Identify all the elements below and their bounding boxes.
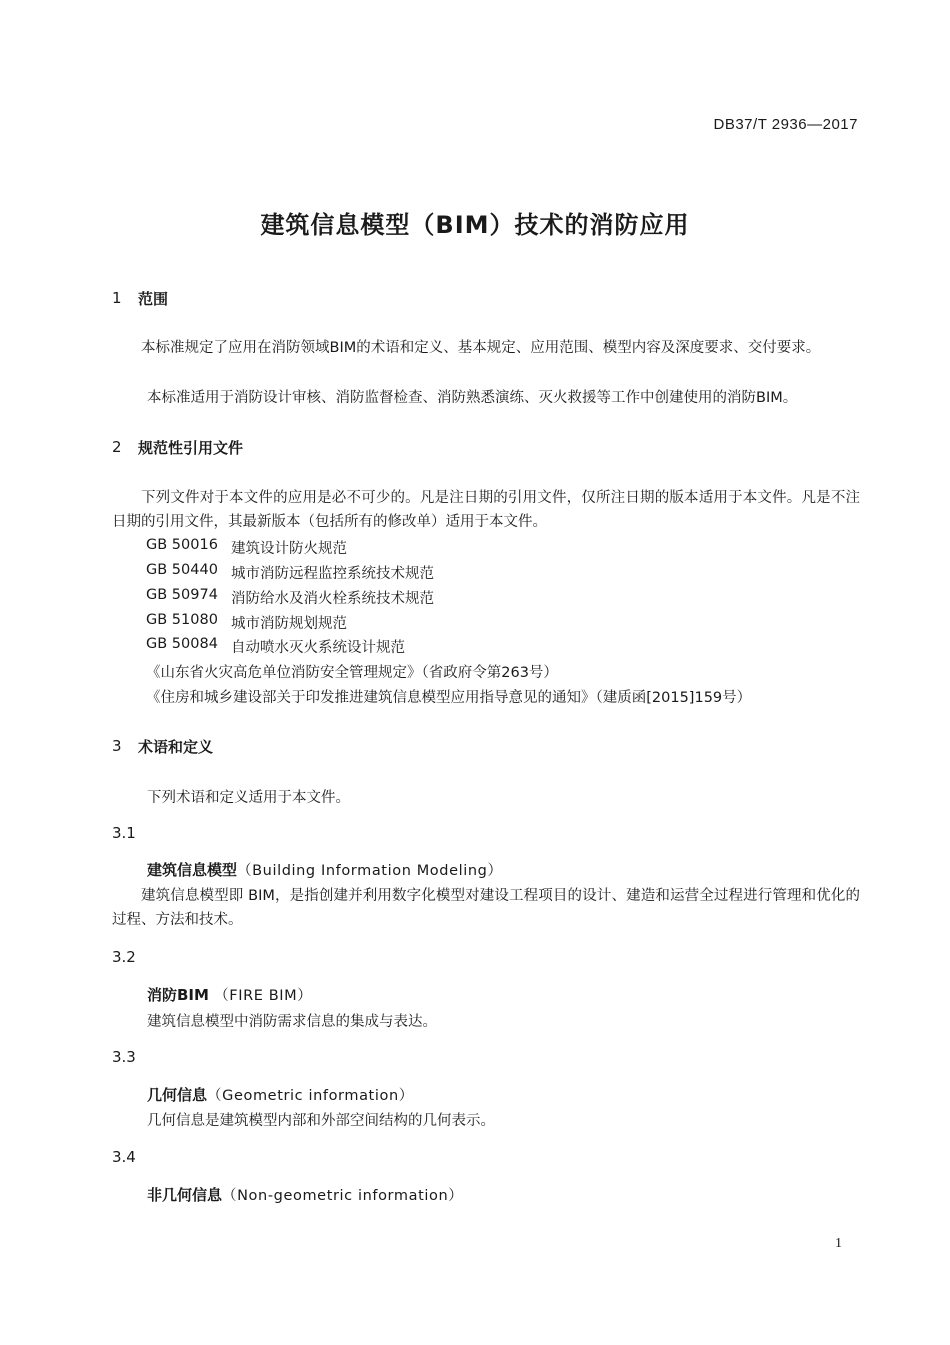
term-heading: [147, 859, 503, 880]
reference-code: GB 50084: [146, 636, 218, 652]
reference-name: 城市消防规划规范: [231, 616, 347, 632]
section-number: 2: [112, 438, 122, 456]
clause-number: 3.2: [112, 948, 136, 966]
reference-name: 自动喷水灭火系统设计规范: [231, 640, 405, 656]
section-title: 规范性引用文件: [138, 439, 244, 457]
term-definition: 建筑信息模型即 BIM，是指创建并利用数字化模型对建设工程项目的设计、建造和运营全过程进行管理和优化的过程、方法和技术。: [112, 888, 860, 928]
clause-number: 3.3: [112, 1048, 136, 1066]
term-name-zh: 建筑信息模型: [147, 861, 238, 879]
term-name-en: （FIRE BIM）: [208, 988, 313, 1004]
reference-code: GB 51080: [146, 612, 218, 628]
term-definition: 几何信息是建筑模型内部和外部空间结构的几何表示。: [147, 1113, 495, 1129]
term-definition: 建筑信息模型中消防需求信息的集成与表达。: [147, 1014, 437, 1030]
reference-name: 消防给水及消火栓系统技术规范: [231, 591, 434, 607]
term-heading: [147, 1084, 414, 1105]
reference-code: GB 50440: [146, 562, 218, 578]
document-title: 建筑信息模型（BIM）技术的消防应用: [260, 211, 690, 239]
reference-name: 城市消防远程监控系统技术规范: [231, 566, 434, 582]
standard-code: DB37/T 2936—2017: [713, 116, 858, 133]
section-number: 1: [112, 289, 122, 307]
reference-document: 《山东省火灾高危单位消防安全管理规定》（省政府令第263号）: [146, 665, 558, 681]
term-heading: [147, 1184, 463, 1205]
term-name-en: （Building Information Modeling）: [237, 863, 503, 879]
term-name-zh: 几何信息: [147, 1086, 208, 1104]
paragraph: 下列术语和定义适用于本文件。: [147, 790, 350, 806]
paragraph: 下列文件对于本文件的应用是必不可少的。凡是注日期的引用文件，仅所注日期的版本适用于本文件。凡是不注日期的引用文件，其最新版本（包括所有的修改单）适用于本文件。: [112, 490, 860, 530]
term-name-en: （Geometric information）: [207, 1088, 414, 1104]
section-number: 3: [112, 737, 122, 755]
term-name-en: （Non-geometric information）: [222, 1188, 464, 1204]
clause-number: 3.4: [112, 1148, 136, 1166]
term-heading: [147, 984, 312, 1005]
reference-code: GB 50016: [146, 537, 218, 553]
term-name-zh: 非几何信息: [147, 1186, 223, 1204]
term-name-zh: 消防BIM: [147, 986, 209, 1004]
paragraph: 本标准规定了应用在消防领域BIM的术语和定义、基本规定、应用范围、模型内容及深度要求、交付要求。: [141, 340, 821, 356]
section-title: 术语和定义: [138, 738, 214, 756]
clause-number: 3.1: [112, 824, 136, 842]
reference-name: 建筑设计防火规范: [231, 541, 347, 557]
reference-document: 《住房和城乡建设部关于印发推进建筑信息模型应用指导意见的通知》（建质函[2015]159号）: [146, 690, 752, 706]
section-title: 范围: [138, 290, 169, 308]
paragraph: 本标准适用于消防设计审核、消防监督检查、消防熟悉演练、灭火救援等工作中创建使用的消防BIM。: [147, 390, 798, 406]
reference-code: GB 50974: [146, 587, 218, 603]
page-number: 1: [835, 1236, 842, 1251]
